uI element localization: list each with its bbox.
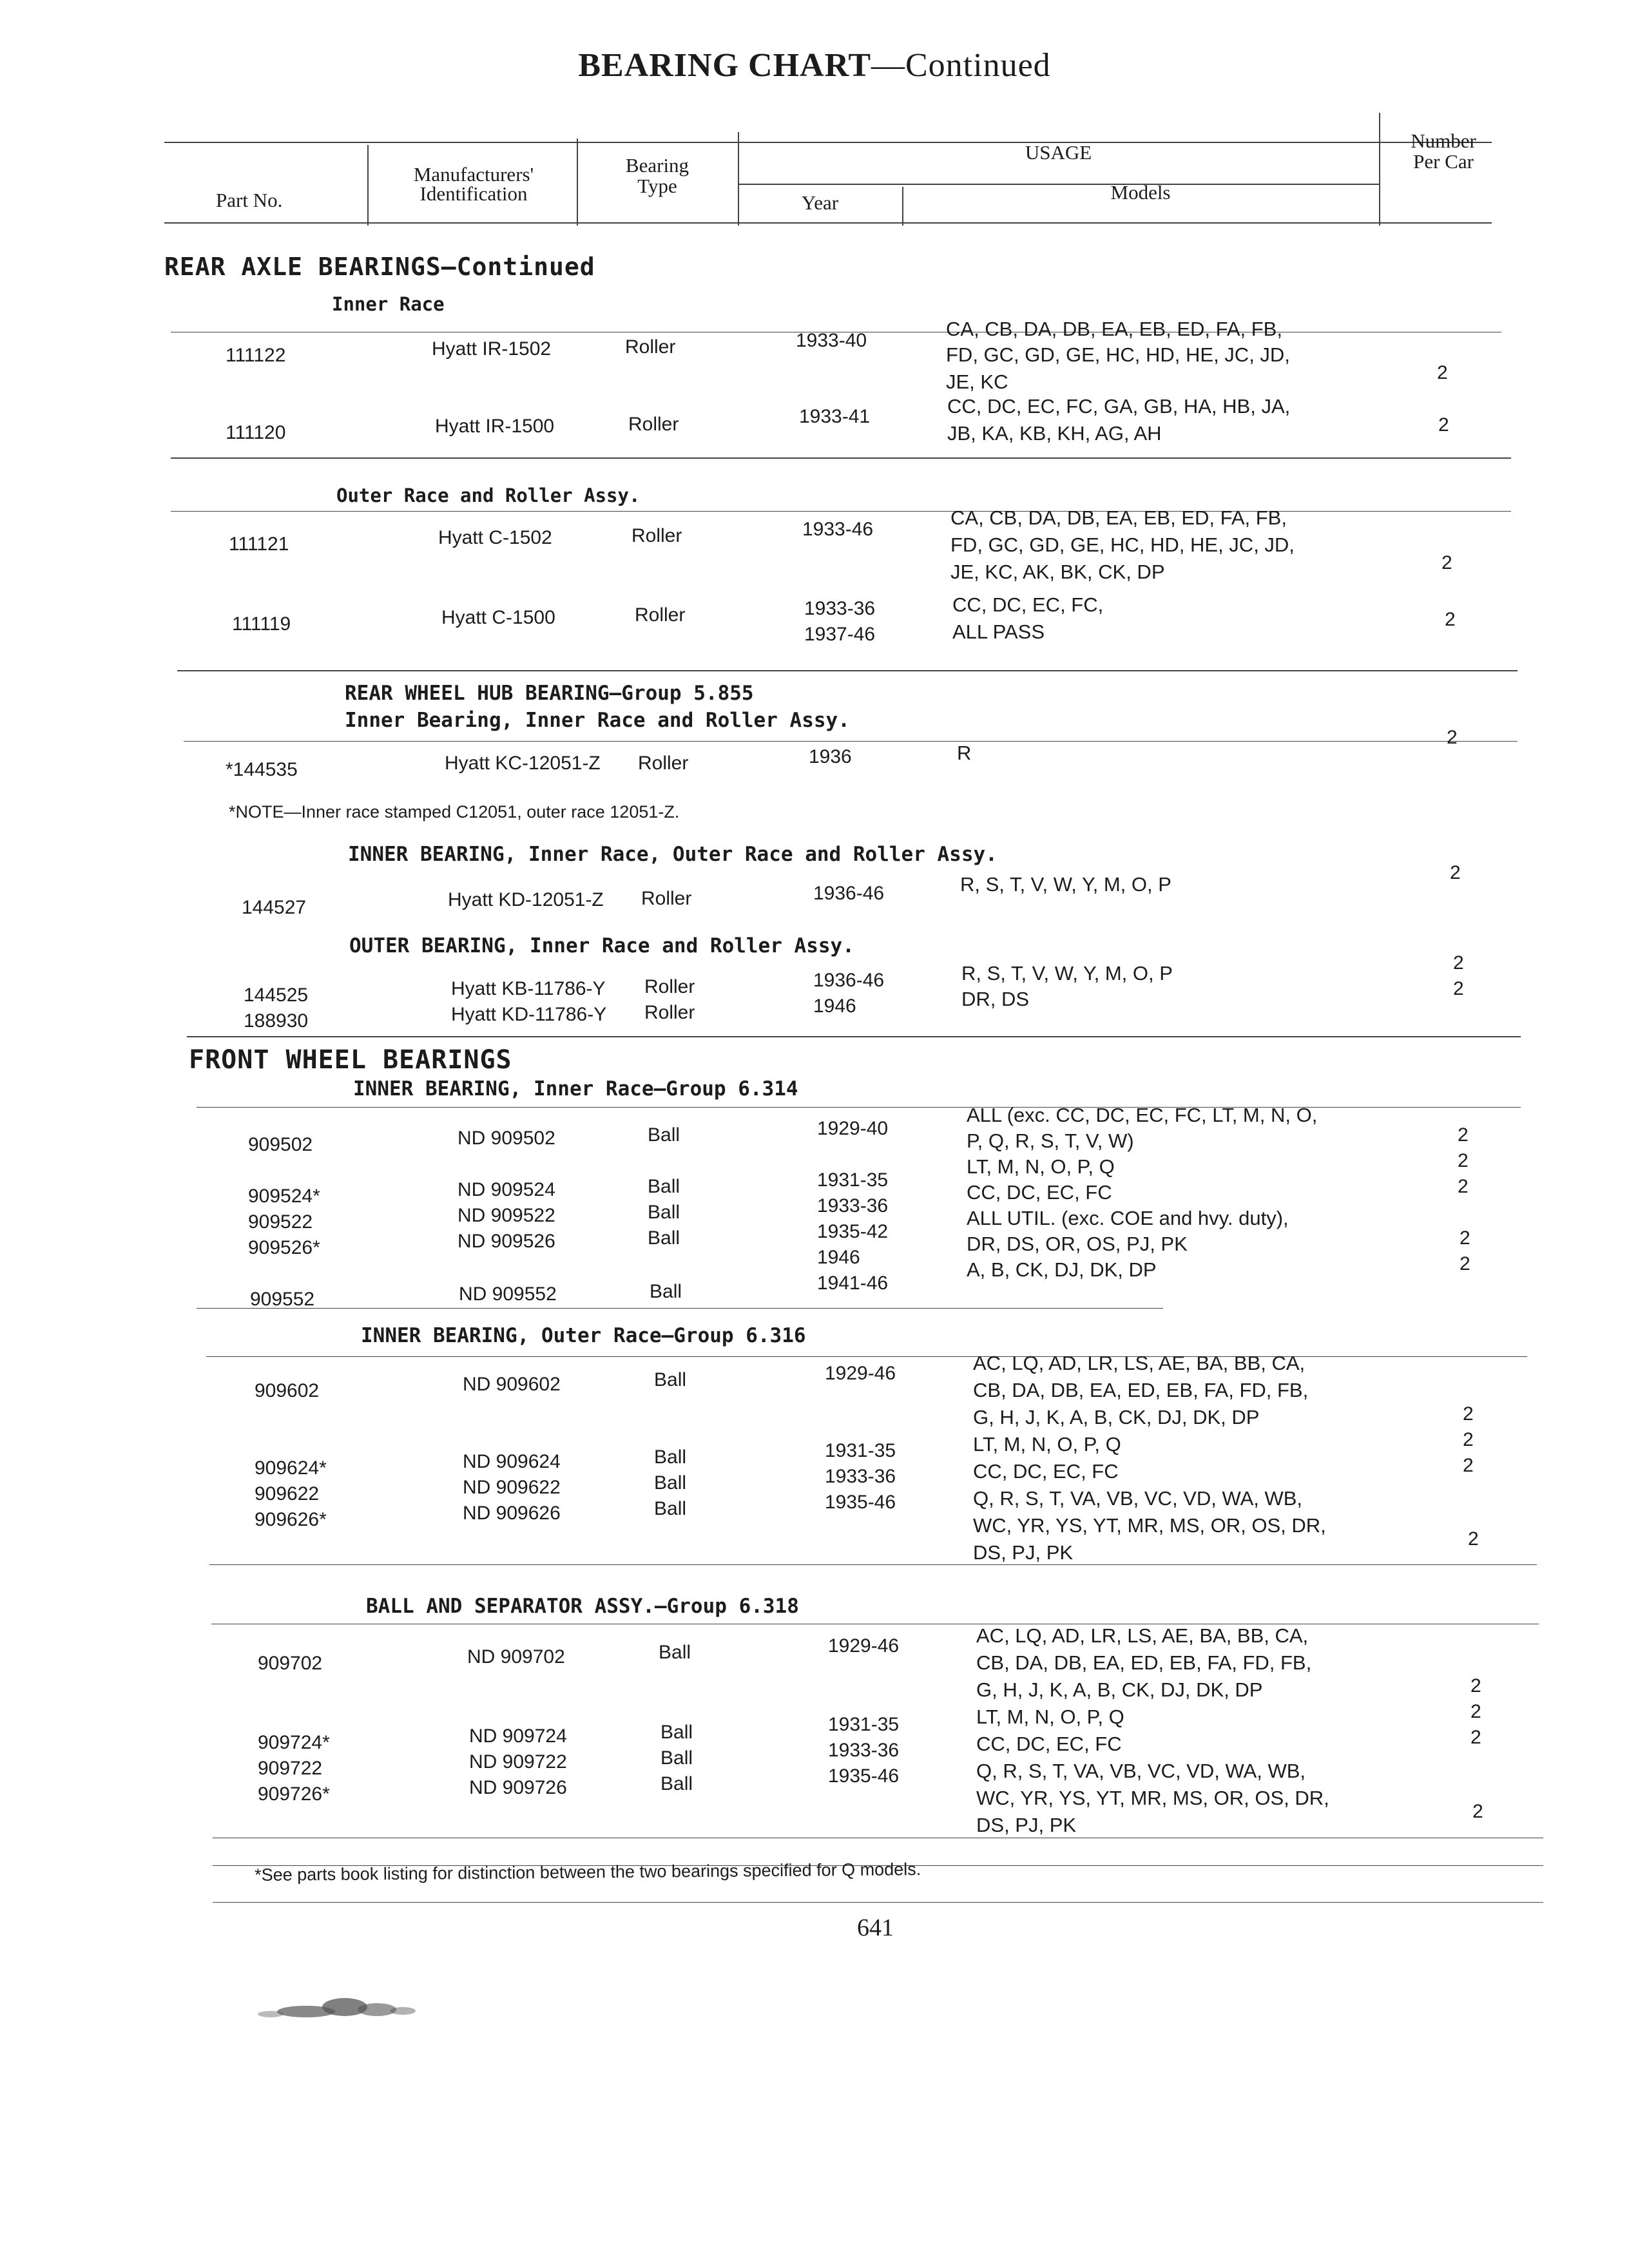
mfr-id: Hyatt KD-12051-Z <box>448 889 604 910</box>
part-no: 909702 <box>258 1653 323 1674</box>
page-number: 641 <box>857 1914 894 1941</box>
models-line: CB, DA, DB, EA, ED, EB, FA, FD, FB, <box>973 1379 1309 1401</box>
section-heading-rear-axle: REAR AXLE BEARINGS—Continued <box>164 253 595 281</box>
year: 1929-46 <box>825 1363 896 1384</box>
models-line: DR, DS, OR, OS, PJ, PK <box>967 1233 1188 1255</box>
qty: 2 <box>1447 727 1458 748</box>
part-no: 188930 <box>244 1010 309 1032</box>
bearing-type: Ball <box>654 1472 687 1494</box>
qty: 2 <box>1445 609 1456 630</box>
qty: 2 <box>1458 1150 1469 1171</box>
models-line: R, S, T, V, W, Y, M, O, P <box>960 873 1171 896</box>
year: 1936-46 <box>813 970 885 991</box>
qty: 2 <box>1458 1176 1469 1197</box>
col-year: Year <box>801 191 839 214</box>
qty: 2 <box>1470 1701 1481 1722</box>
year: 1931-35 <box>825 1440 896 1461</box>
bearing-type: Ball <box>648 1227 680 1249</box>
rule <box>209 1564 1537 1565</box>
page-title: BEARING CHART—Continued <box>578 47 1051 84</box>
section-heading-rear-wheel-hub: REAR WHEEL HUB BEARING—Group 5.855 <box>345 682 754 705</box>
col-mfr-id-1: Manufacturers' <box>413 163 534 186</box>
models-line: JE, KC <box>946 370 1008 393</box>
qty: 2 <box>1460 1227 1470 1249</box>
rule <box>187 1036 1521 1037</box>
part-no: 909622 <box>255 1483 320 1504</box>
mfr-id: Hyatt IR-1502 <box>432 338 552 360</box>
qty: 2 <box>1441 552 1452 573</box>
mfr-id: ND 909502 <box>458 1128 555 1149</box>
part-no: 909552 <box>250 1289 315 1310</box>
bearing-type: Ball <box>659 1642 691 1663</box>
year: 1935-46 <box>828 1765 900 1787</box>
subheading-ball-separator: BALL AND SEPARATOR ASSY.—Group 6.318 <box>366 1595 799 1618</box>
models-line: P, Q, R, S, T, V, W) <box>967 1129 1134 1152</box>
bearing-type: Roller <box>641 888 692 909</box>
part-no: 909502 <box>248 1134 313 1155</box>
subheading-outer-race: Outer Race and Roller Assy. <box>336 485 641 506</box>
qty: 2 <box>1463 1455 1474 1476</box>
mfr-id: Hyatt IR-1500 <box>435 416 555 437</box>
header-divider <box>577 139 578 226</box>
col-usage: USAGE <box>1025 141 1092 164</box>
part-no: 909524* <box>248 1186 320 1207</box>
col-number-per-car-2: Per Car <box>1413 150 1474 173</box>
qty: 2 <box>1470 1727 1481 1748</box>
year: 1933-46 <box>802 519 874 540</box>
part-no: 111120 <box>226 422 286 443</box>
models-line: CC, DC, EC, FC <box>976 1733 1122 1755</box>
bearing-type: Ball <box>654 1446 687 1468</box>
qty: 2 <box>1460 1253 1470 1274</box>
year: 1929-40 <box>817 1118 889 1139</box>
rule <box>171 457 1511 459</box>
year: 1933-36 <box>817 1195 889 1216</box>
mfr-id: Hyatt C-1502 <box>438 527 552 548</box>
mfr-id: ND 909724 <box>469 1725 567 1747</box>
qty: 2 <box>1468 1528 1479 1550</box>
col-number-per-car-1: Number <box>1411 130 1476 152</box>
year: 1935-42 <box>817 1221 889 1242</box>
models-line: WC, YR, YS, YT, MR, MS, OR, OS, DR, <box>976 1787 1329 1809</box>
mfr-id: ND 909522 <box>458 1205 555 1226</box>
header-divider <box>902 187 903 226</box>
models-line: CC, DC, EC, FC <box>973 1460 1119 1483</box>
part-no: 909522 <box>248 1211 313 1233</box>
year: 1936 <box>809 746 852 767</box>
models-line: LT, M, N, O, P, Q <box>976 1706 1124 1728</box>
qty: 2 <box>1458 1124 1469 1146</box>
year: 1936-46 <box>813 883 885 904</box>
models-line: CA, CB, DA, DB, EA, EB, ED, FA, FB, <box>946 318 1282 340</box>
bearing-type: Roller <box>625 336 676 358</box>
section-heading-front-wheel: FRONT WHEEL BEARINGS <box>189 1045 512 1075</box>
models-line: G, H, J, K, A, B, CK, DJ, DK, DP <box>973 1406 1260 1428</box>
rule <box>197 1107 1521 1108</box>
part-no: 909602 <box>255 1380 320 1401</box>
bearing-type: Roller <box>631 525 682 546</box>
part-no: 144525 <box>244 985 309 1006</box>
scan-blot <box>251 1994 464 2026</box>
bearing-type: Ball <box>648 1176 680 1197</box>
part-no: 111119 <box>232 613 291 635</box>
models-line: A, B, CK, DJ, DK, DP <box>967 1258 1157 1281</box>
year: 1933-36 <box>828 1740 900 1761</box>
part-no: *144535 <box>226 759 298 780</box>
models-line: CB, DA, DB, EA, ED, EB, FA, FD, FB, <box>976 1651 1312 1674</box>
bearing-type: Roller <box>644 976 695 997</box>
year: 1933-41 <box>799 406 871 427</box>
mfr-id: ND 909552 <box>459 1283 557 1305</box>
rule <box>206 1356 1527 1357</box>
models-line: R <box>957 742 972 764</box>
part-no: 111122 <box>226 345 286 366</box>
models-line: LT, M, N, O, P, Q <box>973 1433 1121 1456</box>
part-no: 111121 <box>229 533 289 555</box>
models-line: FD, GC, GD, GE, HC, HD, HE, JC, JD, <box>946 343 1290 366</box>
mfr-id: ND 909702 <box>467 1646 565 1667</box>
mfr-id: ND 909726 <box>469 1777 567 1798</box>
mfr-id: Hyatt KB-11786-Y <box>451 978 606 999</box>
bearing-type: Ball <box>660 1722 693 1743</box>
mfr-id: ND 909722 <box>469 1751 567 1773</box>
models-line: LT, M, N, O, P, Q <box>967 1155 1115 1178</box>
bearing-type: Roller <box>644 1002 695 1023</box>
mfr-id: ND 909622 <box>463 1477 561 1498</box>
rule <box>184 741 1518 742</box>
rule <box>213 1902 1543 1903</box>
qty: 2 <box>1438 414 1449 436</box>
bearing-type: Ball <box>648 1124 680 1146</box>
models-line: ALL (exc. CC, DC, EC, FC, LT, M, N, O, <box>967 1104 1318 1126</box>
subheading-outer-bearing: OUTER BEARING, Inner Race and Roller Assy. <box>349 934 854 957</box>
subheading-inner-inner-race: INNER BEARING, Inner Race—Group 6.314 <box>353 1077 798 1100</box>
mfr-id: Hyatt KD-11786-Y <box>451 1004 607 1025</box>
subheading-inner-race: Inner Race <box>332 293 445 315</box>
models-line: DR, DS <box>961 988 1030 1010</box>
bearing-type: Ball <box>650 1281 682 1302</box>
models-line: ALL UTIL. (exc. COE and hvy. duty), <box>967 1207 1289 1229</box>
models-line: CC, DC, EC, FC <box>967 1181 1112 1204</box>
bearing-type: Ball <box>648 1202 680 1223</box>
year: 1941-46 <box>817 1273 889 1294</box>
year: 1935-46 <box>825 1492 896 1513</box>
mfr-id: ND 909602 <box>463 1374 561 1395</box>
bearing-type: Ball <box>660 1747 693 1769</box>
header-divider <box>367 145 369 226</box>
qty: 2 <box>1463 1403 1474 1425</box>
year: 1931-35 <box>828 1714 900 1735</box>
rule <box>171 511 1511 512</box>
models-line: DS, PJ, PK <box>976 1814 1077 1836</box>
mfr-id: ND 909524 <box>458 1179 555 1200</box>
bearing-type: Ball <box>654 1369 687 1390</box>
col-models: Models <box>1110 181 1171 204</box>
year: 1933-36 <box>825 1466 896 1487</box>
part-no: 144527 <box>242 897 307 918</box>
models-line: AC, LQ, AD, LR, LS, AE, BA, BB, CA, <box>976 1624 1309 1647</box>
models-line: G, H, J, K, A, B, CK, DJ, DK, DP <box>976 1678 1263 1701</box>
mfr-id: ND 909526 <box>458 1231 555 1252</box>
models-line: Q, R, S, T, VA, VB, VC, VD, WA, WB, <box>976 1760 1306 1782</box>
part-no: 909624* <box>255 1457 327 1479</box>
models-line: JB, KA, KB, KH, AG, AH <box>947 422 1162 445</box>
mfr-id: ND 909624 <box>463 1451 561 1472</box>
qty: 2 <box>1470 1675 1481 1696</box>
qty: 2 <box>1453 952 1464 974</box>
bearing-type: Ball <box>660 1773 693 1794</box>
col-part-no: Part No. <box>216 189 283 211</box>
models-line: CC, DC, EC, FC, GA, GB, HA, HB, JA, <box>947 395 1291 418</box>
part-no: 909724* <box>258 1732 330 1753</box>
year: 1946 <box>817 1247 860 1268</box>
header-bottom-rule <box>164 222 1492 224</box>
year: 1933-40 <box>796 330 867 351</box>
year: 1929-46 <box>828 1635 900 1657</box>
bearing-type: Roller <box>628 414 679 435</box>
bearing-type: Roller <box>635 604 686 626</box>
mfr-id: Hyatt C-1500 <box>441 607 555 628</box>
qty: 2 <box>1453 978 1464 999</box>
note: *NOTE—Inner race stamped C12051, outer race 12051-Z. <box>229 802 680 822</box>
header-divider <box>738 132 739 226</box>
year: 1931-35 <box>817 1169 889 1191</box>
models-line: WC, YR, YS, YT, MR, MS, OR, OS, DR, <box>973 1514 1326 1537</box>
rule <box>177 670 1518 671</box>
qty: 2 <box>1472 1801 1483 1822</box>
qty: 2 <box>1437 362 1448 383</box>
part-no: 909526* <box>248 1237 320 1258</box>
subheading-inner-outer-race: INNER BEARING, Outer Race—Group 6.316 <box>361 1324 806 1347</box>
col-mfr-id-2: Identification <box>419 182 528 205</box>
part-no: 909722 <box>258 1758 323 1779</box>
qty: 2 <box>1463 1429 1474 1450</box>
models-line: R, S, T, V, W, Y, M, O, P <box>961 962 1173 985</box>
mfr-id: Hyatt KC-12051-Z <box>445 753 601 774</box>
bearing-type: Roller <box>638 753 689 774</box>
col-bearing-type-2: Type <box>637 175 677 197</box>
year: 1937-46 <box>804 624 876 645</box>
models-line: DS, PJ, PK <box>973 1541 1074 1564</box>
year: 1946 <box>813 995 856 1017</box>
models-line: FD, GC, GD, GE, HC, HD, HE, JC, JD, <box>950 533 1295 556</box>
header-divider <box>1379 113 1380 226</box>
part-no: 909726* <box>258 1783 330 1805</box>
qty: 2 <box>1450 862 1461 883</box>
footnote: *See parts book listing for distinction between the two bearings specified for Q models. <box>255 1859 921 1885</box>
part-no: 909626* <box>255 1509 327 1530</box>
bearing-type: Ball <box>654 1498 687 1519</box>
subheading-inner-bearing-assy: INNER BEARING, Inner Race, Outer Race and Roller Assy. <box>348 843 998 866</box>
models-line: ALL PASS <box>952 620 1045 643</box>
models-line: CC, DC, EC, FC, <box>952 593 1104 616</box>
models-line: CA, CB, DA, DB, EA, EB, ED, FA, FB, <box>950 506 1287 529</box>
col-bearing-type-1: Bearing <box>625 154 689 177</box>
year: 1933-36 <box>804 598 876 619</box>
models-line: JE, KC, AK, BK, CK, DP <box>950 561 1165 583</box>
rule <box>197 1308 1163 1309</box>
models-line: Q, R, S, T, VA, VB, VC, VD, WA, WB, <box>973 1487 1303 1510</box>
mfr-id: ND 909626 <box>463 1503 561 1524</box>
models-line: AC, LQ, AD, LR, LS, AE, BA, BB, CA, <box>973 1352 1306 1374</box>
subheading-inner-bearing: Inner Bearing, Inner Race and Roller Assy. <box>345 709 850 732</box>
